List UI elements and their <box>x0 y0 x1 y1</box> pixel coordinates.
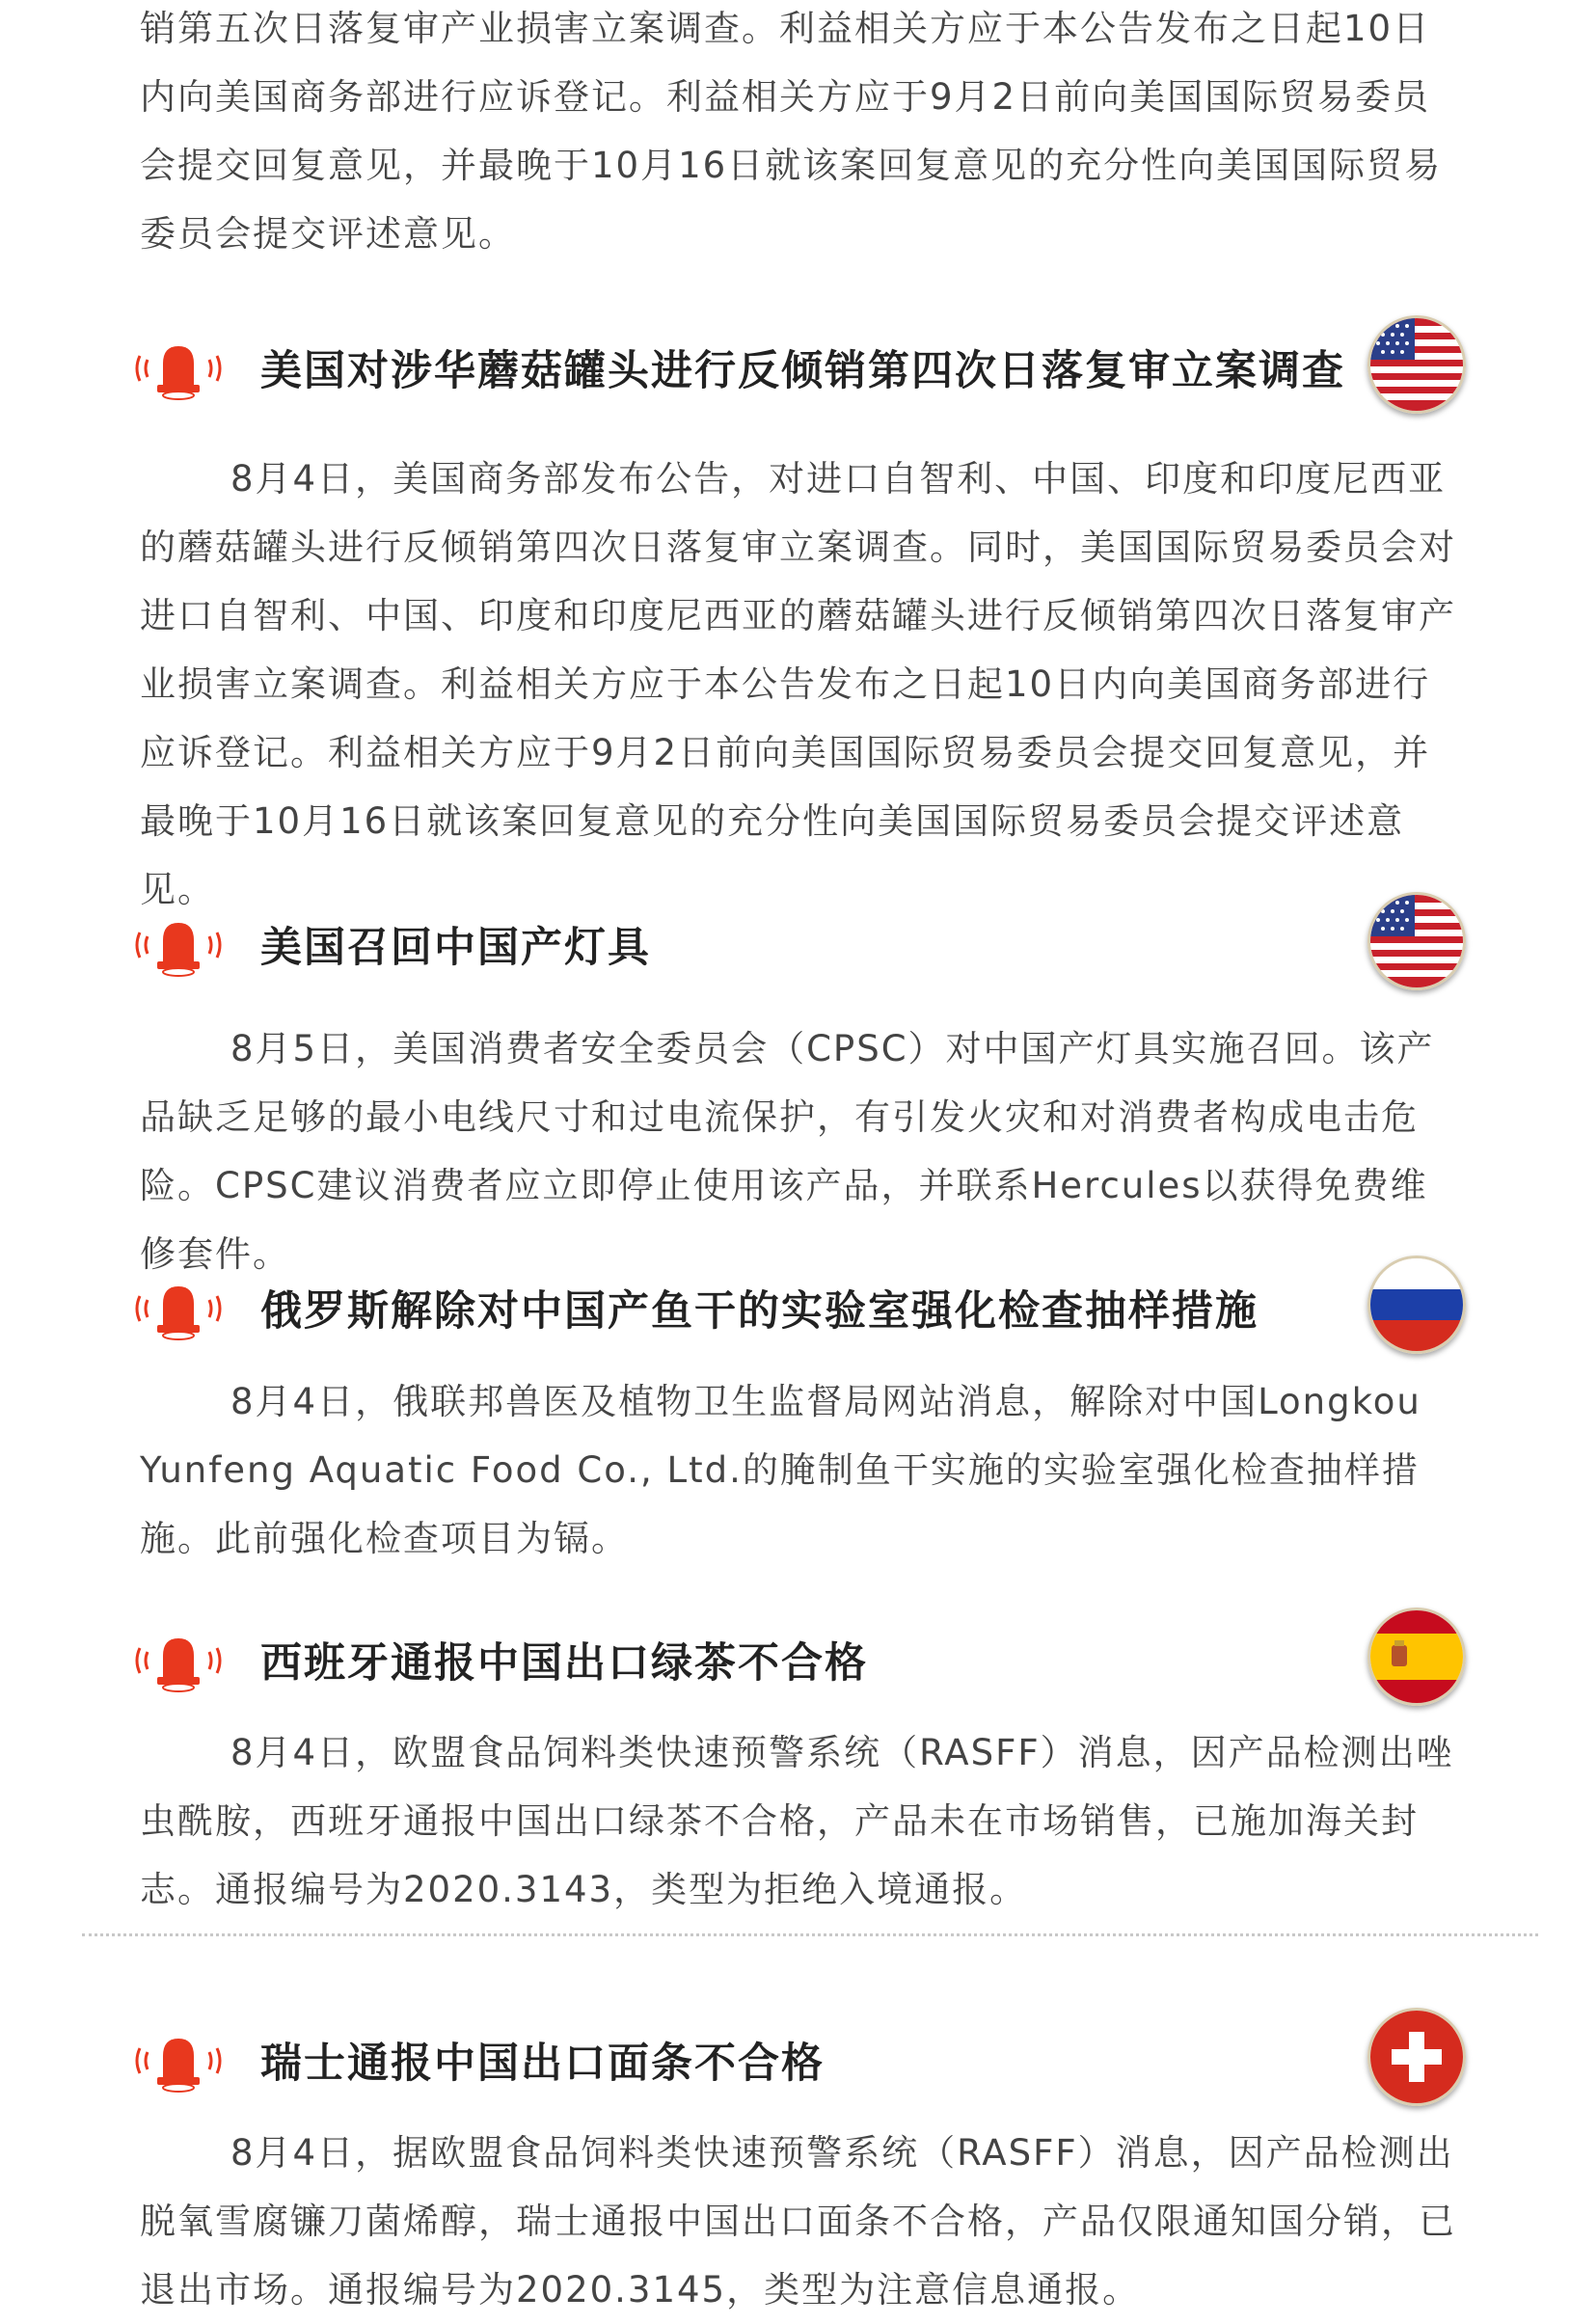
item-body: 8月4日，美国商务部发布公告，对进口自智利、中国、印度和印度尼西亚的蘑菇罐头进行反倾销第四次日落复审立案调查。同时，美国国际贸易委员会对进口自智利、中国、印度和印度尼西亚的蘑菇罐头进行反倾销第四次日落复审产业损害立案调查。利益相关方应于本公告发布之日起10日内向美国商务部进行应诉登记。利益相关方应于9月2日前向美国国际贸易委员会提交回复意见，并最晚于10月16日就该案回复意见的充分性向美国国际贸易委员会提交评述意见。 <box>140 458 1456 910</box>
item-body: 8月4日，据欧盟食品饲料类快速预警系统（RASFF）消息，因产品检测出脱氧雪腐镰刀菌烯醇，瑞士通报中国出口面条不合格，产品仅限通知国分销，已退出市场。通报编号为2020.3145，类型为注意信息通报。 <box>140 2132 1456 2310</box>
news-item-header <box>130 2008 1466 2114</box>
news-item-header <box>130 1608 1466 1714</box>
alarm-bell-icon <box>130 2027 227 2094</box>
news-item-header <box>130 892 1466 998</box>
switzerland-flag-icon <box>1367 2008 1466 2106</box>
item-title: 瑞士通报中国出口面条不合格 <box>260 2040 825 2088</box>
item-body: 8月4日，俄联邦兽医及植物卫生监督局网站消息，解除对中国Longkou Yunfeng Aquatic Food Co., Ltd.的腌制鱼干实施的实验室强化检查抽样措施。此前强化检查项目为镉。 <box>140 1381 1421 1559</box>
intro-paragraph: 销第五次日落复审产业损害立案调查。利益相关方应于本公告发布之日起10日内向美国商务部进行应诉登记。利益相关方应于9月2日前向美国国际贸易委员会提交回复意见，并最晚于10月16日就该案回复意见的充分性向美国国际贸易委员会提交评述意见。 <box>140 8 1443 255</box>
spain-flag-icon <box>1367 1608 1466 1706</box>
news-item-header <box>130 315 1466 421</box>
alarm-bell-icon <box>130 1275 227 1342</box>
item-title: 西班牙通报中国出口绿茶不合格 <box>260 1639 868 1688</box>
section-divider <box>82 1933 1538 1936</box>
alarm-bell-icon <box>130 911 227 979</box>
alarm-bell-icon <box>130 335 227 402</box>
item-title: 美国对涉华蘑菇罐头进行反倾销第四次日落复审立案调查 <box>260 347 1345 395</box>
usa-flag-icon <box>1367 315 1466 414</box>
item-body: 8月4日，欧盟食品饲料类快速预警系统（RASFF）消息，因产品检测出唑虫酰胺，西班牙通报中国出口绿茶不合格，产品未在市场销售，已施加海关封志。通报编号为2020.3143，类型为拒绝入境通报。 <box>140 1732 1454 1910</box>
alarm-bell-icon <box>130 1627 227 1694</box>
item-body: 8月5日，美国消费者安全委员会（CPSC）对中国产灯具实施召回。该产品缺乏足够的最小电线尺寸和过电流保护，有引发火灾和对消费者构成电击危险。CPSC建议消费者应立即停止使用该产品，并联系Hercules以获得免费维修套件。 <box>140 1028 1435 1275</box>
russia-flag-icon <box>1367 1256 1466 1354</box>
usa-flag-icon <box>1367 892 1466 990</box>
item-title: 美国召回中国产灯具 <box>260 924 651 972</box>
news-item-header <box>130 1256 1466 1362</box>
item-title: 俄罗斯解除对中国产鱼干的实验室强化检查抽样措施 <box>260 1287 1259 1336</box>
